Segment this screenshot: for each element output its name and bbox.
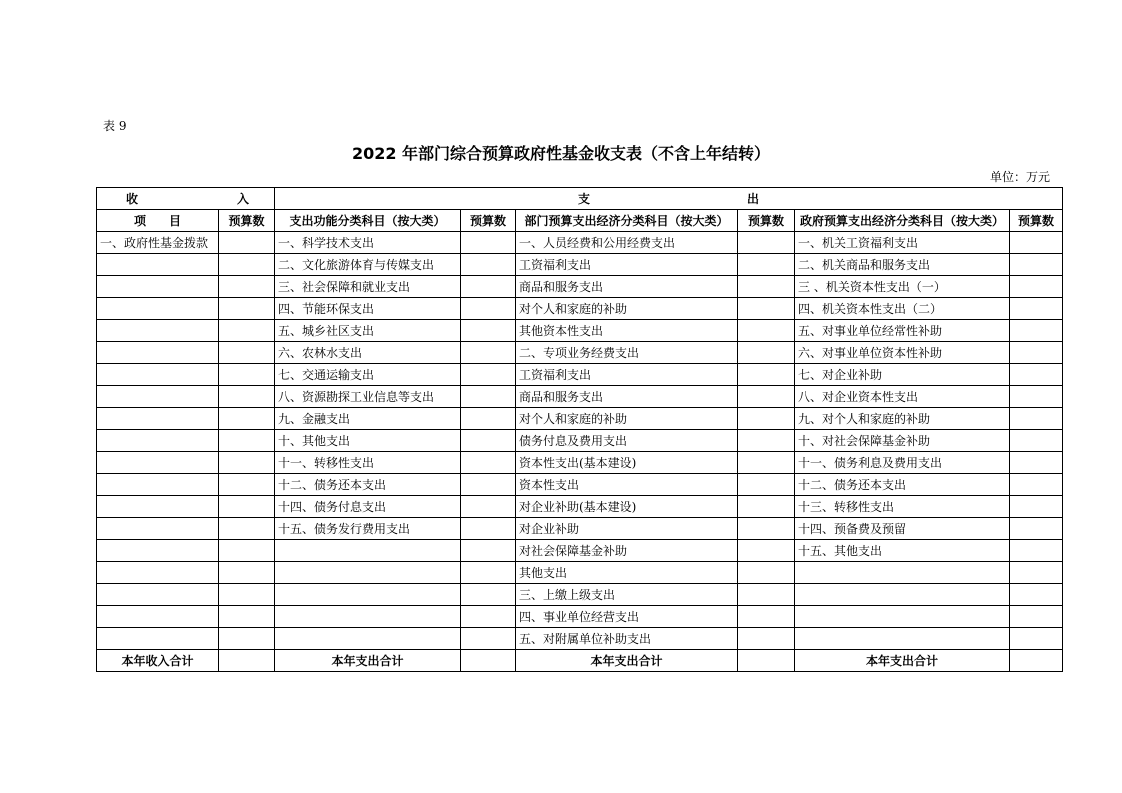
income-total-label: 本年收入合计 — [97, 650, 219, 672]
gov-item-cell: 八、对企业资本性支出 — [795, 386, 1010, 408]
expense-right-char: 出 — [746, 191, 759, 206]
income-item-cell — [97, 408, 219, 430]
dept-item-cell: 资本性支出 — [516, 474, 738, 496]
table-row — [97, 452, 1063, 474]
func-item-cell — [275, 540, 461, 562]
dept-item-cell: 债务付息及费用支出 — [516, 430, 738, 452]
income-budget-cell — [219, 254, 275, 276]
gov-item-cell: 十四、预备费及预留 — [795, 518, 1010, 540]
table-row — [97, 408, 1063, 430]
income-budget-cell — [219, 452, 275, 474]
func-item-cell: 十四、债务付息支出 — [275, 496, 461, 518]
item-column-header — [97, 210, 219, 232]
func-budget-cell — [461, 254, 516, 276]
income-item-cell — [97, 474, 219, 496]
income-budget-cell — [219, 364, 275, 386]
gov-item-cell — [795, 606, 1010, 628]
income-item-cell — [97, 496, 219, 518]
dept-item-cell: 对企业补助 — [516, 518, 738, 540]
gov-item-cell — [795, 562, 1010, 584]
gov-budget-cell — [1010, 474, 1063, 496]
income-budget-cell — [219, 342, 275, 364]
gov-item-cell: 二、机关商品和服务支出 — [795, 254, 1010, 276]
income-budget-cell — [219, 408, 275, 430]
income-budget-cell — [219, 298, 275, 320]
gov-item-cell: 三 、机关资本性支出（一） — [795, 276, 1010, 298]
dept-item-cell: 二、专项业务经费支出 — [516, 342, 738, 364]
func-item-cell — [275, 584, 461, 606]
column-header-row — [97, 210, 1063, 232]
dept-total-value — [738, 650, 795, 672]
func-item-cell: 十、其他支出 — [275, 430, 461, 452]
income-total-value — [219, 650, 275, 672]
func-total-value — [461, 650, 516, 672]
dept-budget-cell — [738, 518, 795, 540]
income-item-cell — [97, 364, 219, 386]
income-item-cell — [97, 386, 219, 408]
gov-item-cell: 十一、债务利息及费用支出 — [795, 452, 1010, 474]
income-budget-cell — [219, 628, 275, 650]
gov-item-cell: 十、对社会保障基金补助 — [795, 430, 1010, 452]
income-item-cell — [97, 562, 219, 584]
income-budget-cell — [219, 474, 275, 496]
func-budget-cell — [461, 518, 516, 540]
income-budget-cell — [219, 584, 275, 606]
gov-budget-cell — [1010, 408, 1063, 430]
income-item-cell — [97, 342, 219, 364]
func-budget-cell — [461, 474, 516, 496]
table-row — [97, 320, 1063, 342]
dept-budget-cell — [738, 364, 795, 386]
func-item-cell — [275, 628, 461, 650]
func-budget-cell — [461, 276, 516, 298]
table-row — [97, 386, 1063, 408]
income-item-cell — [97, 452, 219, 474]
gov-budget-cell — [1010, 518, 1063, 540]
income-budget-cell — [219, 386, 275, 408]
budget-column-header: 预算数 — [219, 210, 275, 232]
dept-total-label: 本年支出合计 — [516, 650, 738, 672]
func-budget-cell — [461, 452, 516, 474]
dept-item-cell: 一、人员经费和公用经费支出 — [516, 232, 738, 254]
func-budget-cell — [461, 562, 516, 584]
func-budget-cell — [461, 386, 516, 408]
income-budget-cell — [219, 606, 275, 628]
dept-budget-cell — [738, 562, 795, 584]
gov-budget-cell — [1010, 342, 1063, 364]
income-budget-cell — [219, 232, 275, 254]
table-number: 表 9 — [103, 119, 127, 133]
dept-item-cell: 商品和服务支出 — [516, 276, 738, 298]
dept-budget-cell — [738, 298, 795, 320]
document-title: 2022 年部门综合预算政府性基金收支表（不含上年结转） — [351, 144, 771, 163]
income-budget-cell — [219, 496, 275, 518]
income-item-cell — [97, 320, 219, 342]
func-item-cell: 十二、债务还本支出 — [275, 474, 461, 496]
gov-item-cell: 四、机关资本性支出（二） — [795, 298, 1010, 320]
func-item-cell: 八、资源勘探工业信息等支出 — [275, 386, 461, 408]
expense-left-char: 支 — [578, 191, 591, 206]
func-item-cell: 三、社会保障和就业支出 — [275, 276, 461, 298]
section-header-row — [97, 188, 1063, 210]
dept-item-cell: 工资福利支出 — [516, 364, 738, 386]
table-row — [97, 232, 1063, 254]
func-budget-cell — [461, 584, 516, 606]
dept-item-cell: 对企业补助(基本建设) — [516, 496, 738, 518]
income-item-cell — [97, 518, 219, 540]
table-row — [97, 518, 1063, 540]
income-item-cell — [97, 430, 219, 452]
func-item-cell — [275, 606, 461, 628]
budget-column-header: 预算数 — [738, 210, 795, 232]
func-budget-cell — [461, 342, 516, 364]
dept-item-cell: 商品和服务支出 — [516, 386, 738, 408]
gov-budget-cell — [1010, 232, 1063, 254]
dept-budget-cell — [738, 606, 795, 628]
income-budget-cell — [219, 562, 275, 584]
income-budget-cell — [219, 540, 275, 562]
func-item-cell: 九、金融支出 — [275, 408, 461, 430]
income-item-cell: 一、政府性基金拨款 — [97, 232, 219, 254]
gov-budget-cell — [1010, 584, 1063, 606]
func-item-cell: 六、农林水支出 — [275, 342, 461, 364]
func-budget-cell — [461, 232, 516, 254]
gov-item-cell: 九、对个人和家庭的补助 — [795, 408, 1010, 430]
func-item-cell: 一、科学技术支出 — [275, 232, 461, 254]
income-left-char: 收 — [126, 191, 139, 206]
func-budget-cell — [461, 496, 516, 518]
table-row — [97, 474, 1063, 496]
dept-item-cell: 资本性支出(基本建设) — [516, 452, 738, 474]
gov-budget-cell — [1010, 430, 1063, 452]
gov-total-value — [1010, 650, 1063, 672]
table-row — [97, 364, 1063, 386]
dept-budget-cell — [738, 276, 795, 298]
income-item-cell — [97, 254, 219, 276]
gov-item-cell: 五、对事业单位经常性补助 — [795, 320, 1010, 342]
dept-budget-cell — [738, 452, 795, 474]
gov-budget-cell — [1010, 452, 1063, 474]
func-item-cell — [275, 562, 461, 584]
gov-item-cell: 十三、转移性支出 — [795, 496, 1010, 518]
table-row — [97, 628, 1063, 650]
func-budget-cell — [461, 606, 516, 628]
income-budget-cell — [219, 320, 275, 342]
func-item-cell: 二、文化旅游体育与传媒支出 — [275, 254, 461, 276]
table-row — [97, 496, 1063, 518]
table-row — [97, 562, 1063, 584]
gov-budget-cell — [1010, 364, 1063, 386]
gov-budget-cell — [1010, 496, 1063, 518]
gov-budget-cell — [1010, 540, 1063, 562]
table-row — [97, 342, 1063, 364]
expense-section-header — [275, 188, 1063, 210]
gov-item-cell: 一、机关工资福利支出 — [795, 232, 1010, 254]
gov-item-cell — [795, 628, 1010, 650]
gov-item-cell: 七、对企业补助 — [795, 364, 1010, 386]
table-row — [97, 254, 1063, 276]
func-item-cell: 十一、转移性支出 — [275, 452, 461, 474]
gov-item-cell: 十五、其他支出 — [795, 540, 1010, 562]
dept-budget-cell — [738, 540, 795, 562]
unit-label: 单位：万元 — [990, 170, 1051, 184]
gov-budget-cell — [1010, 562, 1063, 584]
gov-total-label: 本年支出合计 — [795, 650, 1010, 672]
gov-budget-cell — [1010, 298, 1063, 320]
dept-item-cell: 对个人和家庭的补助 — [516, 298, 738, 320]
income-budget-cell — [219, 430, 275, 452]
func-budget-cell — [461, 430, 516, 452]
dept-budget-cell — [738, 232, 795, 254]
dept-item-cell: 其他支出 — [516, 562, 738, 584]
dept-budget-cell — [738, 496, 795, 518]
gov-item-cell: 十二、债务还本支出 — [795, 474, 1010, 496]
dept-budget-cell — [738, 408, 795, 430]
budget-column-header: 预算数 — [1010, 210, 1063, 232]
dept-budget-cell — [738, 386, 795, 408]
func-item-cell: 十五、债务发行费用支出 — [275, 518, 461, 540]
income-item-cell — [97, 584, 219, 606]
gov-budget-cell — [1010, 276, 1063, 298]
income-budget-cell — [219, 518, 275, 540]
gov-budget-cell — [1010, 628, 1063, 650]
func-budget-cell — [461, 298, 516, 320]
income-item-cell — [97, 628, 219, 650]
func-budget-cell — [461, 540, 516, 562]
func-item-cell: 七、交通运输支出 — [275, 364, 461, 386]
dept-item-cell: 四、事业单位经营支出 — [516, 606, 738, 628]
table-row — [97, 540, 1063, 562]
income-item-cell — [97, 606, 219, 628]
table-row — [97, 430, 1063, 452]
dept-item-cell: 其他资本性支出 — [516, 320, 738, 342]
income-right-char: 入 — [236, 191, 249, 206]
dept-item-cell: 工资福利支出 — [516, 254, 738, 276]
gov-budget-cell — [1010, 606, 1063, 628]
gov-column-header: 政府预算支出经济分类科目（按大类） — [795, 210, 1010, 232]
dept-item-cell: 对个人和家庭的补助 — [516, 408, 738, 430]
dept-item-cell: 三、上缴上级支出 — [516, 584, 738, 606]
func-budget-cell — [461, 408, 516, 430]
func-total-label: 本年支出合计 — [275, 650, 461, 672]
func-item-cell: 五、城乡社区支出 — [275, 320, 461, 342]
income-section-header — [97, 188, 275, 210]
dept-column-header: 部门预算支出经济分类科目（按大类） — [516, 210, 738, 232]
budget-table — [96, 187, 1063, 672]
dept-item-cell: 五、对附属单位补助支出 — [516, 628, 738, 650]
dept-budget-cell — [738, 320, 795, 342]
gov-item-cell — [795, 584, 1010, 606]
income-item-cell — [97, 540, 219, 562]
gov-item-cell: 六、对事业单位资本性补助 — [795, 342, 1010, 364]
table-row — [97, 298, 1063, 320]
table-row — [97, 584, 1063, 606]
dept-budget-cell — [738, 474, 795, 496]
totals-row — [97, 650, 1063, 672]
table-row — [97, 606, 1063, 628]
gov-budget-cell — [1010, 320, 1063, 342]
dept-budget-cell — [738, 342, 795, 364]
income-budget-cell — [219, 276, 275, 298]
func-item-cell: 四、节能环保支出 — [275, 298, 461, 320]
gov-budget-cell — [1010, 254, 1063, 276]
dept-item-cell: 对社会保障基金补助 — [516, 540, 738, 562]
item-right-char: 目 — [168, 213, 181, 228]
dept-budget-cell — [738, 430, 795, 452]
gov-budget-cell — [1010, 386, 1063, 408]
func-budget-cell — [461, 364, 516, 386]
budget-column-header: 预算数 — [461, 210, 516, 232]
income-item-cell — [97, 298, 219, 320]
dept-budget-cell — [738, 584, 795, 606]
table-row — [97, 276, 1063, 298]
func-budget-cell — [461, 320, 516, 342]
income-item-cell — [97, 276, 219, 298]
dept-budget-cell — [738, 254, 795, 276]
func-column-header: 支出功能分类科目（按大类） — [275, 210, 461, 232]
dept-budget-cell — [738, 628, 795, 650]
func-budget-cell — [461, 628, 516, 650]
item-left-char: 项 — [134, 213, 147, 228]
